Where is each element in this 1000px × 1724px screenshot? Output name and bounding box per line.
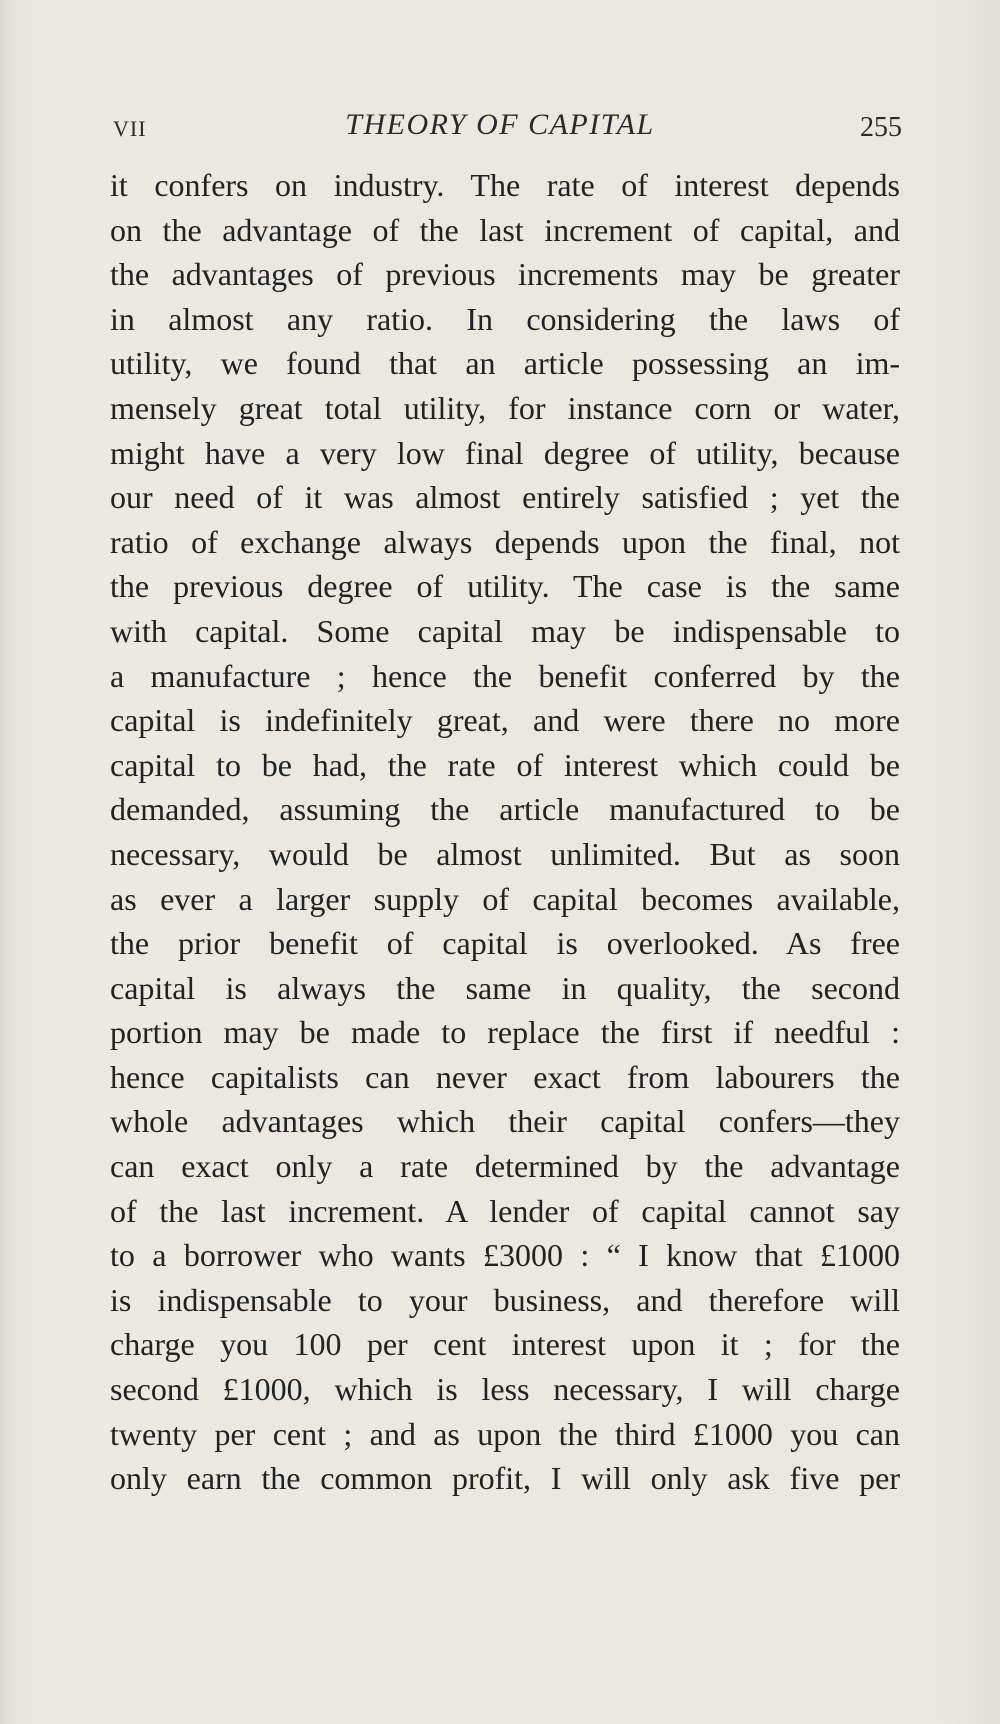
text-line: the prior benefit of capital is overlooked. As free [110, 925, 900, 962]
text-line: utility, we found that an article possessing an im- [110, 345, 900, 382]
text-line: twenty per cent ; and as upon the third £1000 you can [110, 1415, 900, 1452]
text-line: in almost any ratio. In considering the laws of [110, 300, 900, 337]
running-head [0, 108, 1000, 154]
text-line: can exact only a rate determined by the advantage [110, 1148, 900, 1185]
text-line: it confers on industry. The rate of interest depends [110, 167, 900, 203]
text-line: capital is indefinitely great, and were there no more [110, 702, 900, 739]
text-line: the previous degree of utility. The case is the same [110, 568, 900, 605]
text-line: as ever a larger supply of capital becomes available, [110, 880, 900, 917]
text-line: capital to be had, the rate of interest which could be [110, 746, 900, 783]
body-text [110, 163, 900, 1501]
text-line: charge you 100 per cent interest upon it ; for the [110, 1326, 900, 1363]
text-line: a manufacture ; hence the benefit conferred by the [110, 657, 900, 694]
text-line: is indispensable to your business, and therefore will [110, 1281, 900, 1318]
text-line: ratio of exchange always depends upon the final, not [110, 523, 900, 560]
running-title: THEORY OF CAPITAL [345, 108, 655, 141]
text-line: hence capitalists can never exact from labourers the [110, 1058, 900, 1095]
page-number: 255 [860, 112, 902, 143]
text-line: on the advantage of the last increment of capital, and [110, 211, 900, 248]
text-line: with capital. Some capital may be indispensable to [110, 612, 900, 649]
text-line: of the last increment. A lender of capital cannot say [110, 1192, 900, 1229]
text-line: mensely great total utility, for instance corn or water, [110, 389, 900, 426]
text-line: capital is always the same in quality, the second [110, 969, 900, 1006]
text-line: only earn the common profit, I will only ask five per [110, 1460, 900, 1497]
text-line: portion may be made to replace the first if needful : [110, 1014, 900, 1051]
chapter-number: VII [113, 116, 147, 141]
text-line: might have a very low final degree of utility, because [110, 434, 900, 471]
text-line: demanded, assuming the article manufactured to be [110, 791, 900, 828]
text-line: necessary, would be almost unlimited. But as soon [110, 835, 900, 872]
text-line: second £1000, which is less necessary, I will charge [110, 1371, 900, 1408]
text-line: our need of it was almost entirely satisfied ; yet the [110, 479, 900, 516]
text-line: the advantages of previous increments may be greater [110, 256, 900, 293]
text-line: whole advantages which their capital confers—they [110, 1103, 900, 1140]
text-line: to a borrower who wants £3000 : “ I know that £1000 [110, 1237, 900, 1274]
